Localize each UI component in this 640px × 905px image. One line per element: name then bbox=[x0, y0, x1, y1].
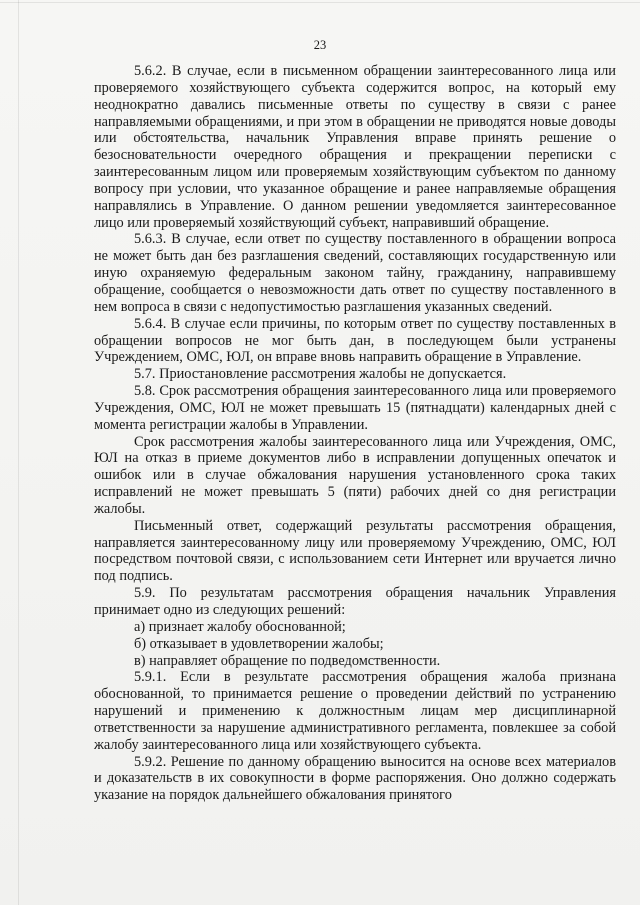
paragraph-5-9: 5.9. По результатам рассмотрения обращения начальник Управления принимает одно из следующих решений: bbox=[94, 585, 616, 618]
paragraph-written-answer: Письменный ответ, содержащий результаты рассмотрения обращения, направляется заинтересованному лицу или проверяемому Учреждению, ОМС, ЮЛ посредством почтовой связи, с использованием сети Интернет или вручается лично под подпись. bbox=[94, 517, 616, 585]
paragraph-5-6-2: 5.6.2. В случае, если в письменном обращении заинтересованного лица или проверяемого хозяйствующего субъекта содержится вопрос, на который ему неоднократно давались письменные ответы по существу в связи с ранее направляемыми обращениями, и при этом в обращении не приводятся новые доводы или обстоятельства, начальник Управления вправе принять решение о безосновательности очередного обращения и прекращении переписки с заинтересованным лицом или проверяемым хозяйствующим субъектом по данному вопросу при условии, что указанное обращение и ранее направляемые обращения направлялись в Управление. О данном решении уведомляется заинтересованное лицо или проверяемый хозяйствующий субъект, направивший обращение. bbox=[94, 63, 616, 231]
paragraph-complaint-term: Срок рассмотрения жалобы заинтересованного лица или Учреждения, ОМС, ЮЛ на отказ в приеме документов либо в исправлении допущенных опечаток и ошибок или в случае обжалования нарушения установленного срока таких исправлений не может превышать 5 (пяти) рабочих дней со дня регистрации жалобы. bbox=[94, 433, 616, 517]
scan-edge-left bbox=[18, 0, 19, 905]
page-number: 23 bbox=[313, 38, 327, 52]
paragraph-5-6-3: 5.6.3. В случае, если ответ по существу поставленного в обращении вопроса не может быть дан без разглашения сведений, составляющих государственную или иную охраняемую федеральным законом тайну, гражданину, направившему обращение, сообщается о невозможности дать ответ по существу поставленного в нем вопроса в связи с недопустимостью разглашения указанных сведений. bbox=[94, 231, 616, 315]
list-item-b: б) отказывает в удовлетворении жалобы; bbox=[134, 635, 384, 652]
scan-edge-top bbox=[0, 2, 640, 3]
paragraph-5-9-1: 5.9.1. Если в результате рассмотрения обращения жалоба признана обоснованной, то принимается решение о проведении действий по устранению нарушений и применению к должностным лицам мер дисциплинарной ответственности за нарушение административного регламента, повлекшее за собой жалобу заинтересованного лица или хозяйствующего субъекта. bbox=[94, 669, 616, 753]
paragraph-5-9-2: 5.9.2. Решение по данному обращению выносится на основе всех материалов и доказательств в их совокупности в форме распоряжения. Оно должно содержать указание на порядок дальнейшего обжалования принятого bbox=[94, 753, 616, 804]
document-body bbox=[94, 63, 616, 804]
list-item-a: а) признает жалобу обоснованной; bbox=[134, 618, 346, 635]
list-item-c: в) направляет обращение по подведомственности. bbox=[134, 652, 441, 669]
paragraph-5-7: 5.7. Приостановление рассмотрения жалобы не допускается. bbox=[134, 366, 507, 383]
paragraph-5-8: 5.8. Срок рассмотрения обращения заинтересованного лица или проверяемого Учреждения, ОМС, ЮЛ не может превышать 15 (пятнадцати) календарных дней с момента регистрации жалобы в Управлении. bbox=[94, 383, 616, 433]
paragraph-5-6-4: 5.6.4. В случае если причины, по которым ответ по существу поставленных в обращении вопросов не мог быть дан, в последующем были устранены Учреждением, ОМС, ЮЛ, он вправе вновь направить обращение в Управление. bbox=[94, 315, 616, 366]
